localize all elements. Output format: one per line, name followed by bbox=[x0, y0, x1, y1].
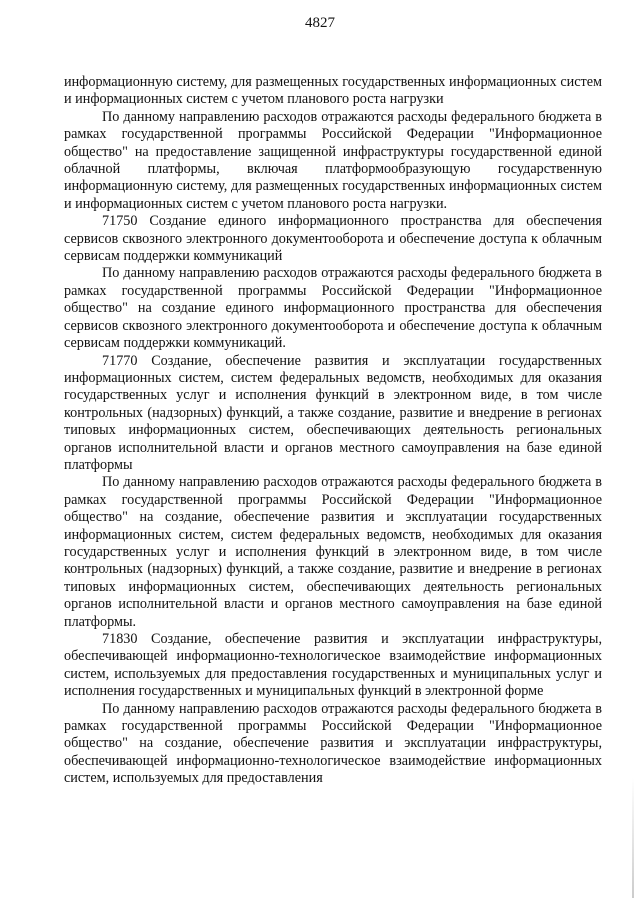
page-body bbox=[64, 74, 602, 788]
scan-edge-shadow bbox=[632, 778, 634, 898]
paragraph-description: По данному направлению расходов отражаются расходы федерального бюджета в рамках государственной программы Российской Федерации "Информационное общество" на создание, обеспечение развития и эксплуатации государственных информационных систем, систем федеральных ведомств, необходимых для оказания государственных услуг и исполнения функций в электронном виде, в том числе контрольных (надзорных) функций, а также создание, развитие и внедрение в регионах типовых информационных систем, обеспечивающих деятельность региональных органов исполнительной власти и органов местного самоуправления на базе единой платформы. bbox=[64, 474, 602, 630]
paragraph-continuation: информационную систему, для размещенных государственных информационных систем и информационных систем с учетом планового роста нагрузки bbox=[64, 74, 602, 108]
paragraph-heading-71750: 71750 Создание единого информационного пространства для обеспечения сервисов сквозного электронного документооборота и обеспечение доступа к облачным сервисам поддержки коммуникаций bbox=[64, 213, 602, 265]
page-number: 4827 bbox=[305, 15, 335, 31]
paragraph-description: По данному направлению расходов отражаются расходы федерального бюджета в рамках государственной программы Российской Федерации "Информационное общество" на предоставление защищенной инфраструктуры государственной единой облачной платформы, включая платформообразующую государственную информационную систему, для размещенных государственных информационных систем и информационных систем с учетом планового роста нагрузки. bbox=[64, 108, 602, 212]
paragraph-description: По данному направлению расходов отражаются расходы федерального бюджета в рамках государственной программы Российской Федерации "Информационное общество" на создание, обеспечение развития и эксплуатации инфраструктуры, обеспечивающей информационно-технологическое взаимодействие информационных систем, используемых для предоставления bbox=[64, 700, 602, 787]
paragraph-description: По данному направлению расходов отражаются расходы федерального бюджета в рамках государственной программы Российской Федерации "Информационное общество" на создание единого информационного пространства для обеспечения сервисов сквозного электронного документооборота и обеспечение доступа к облачным сервисам поддержки коммуникаций. bbox=[64, 265, 602, 352]
paragraph-heading-71770: 71770 Создание, обеспечение развития и эксплуатации государственных информационных систем, систем федеральных ведомств, необходимых для оказания государственных услуг и исполнения функций в электронном виде, в том числе контрольных (надзорных) функций, а также создание, развитие и внедрение в регионах типовых информационных систем, обеспечивающих деятельность региональных органов исполнительной власти и органов местного самоуправления на базе единой платформы bbox=[64, 352, 602, 473]
paragraph-heading-71830: 71830 Создание, обеспечение развития и эксплуатации инфраструктуры, обеспечивающей информационно-технологическое взаимодействие информационных систем, используемых для предоставления государственных и муниципальных услуг и исполнения государственных и муниципальных функций в электронной форме bbox=[64, 631, 602, 700]
